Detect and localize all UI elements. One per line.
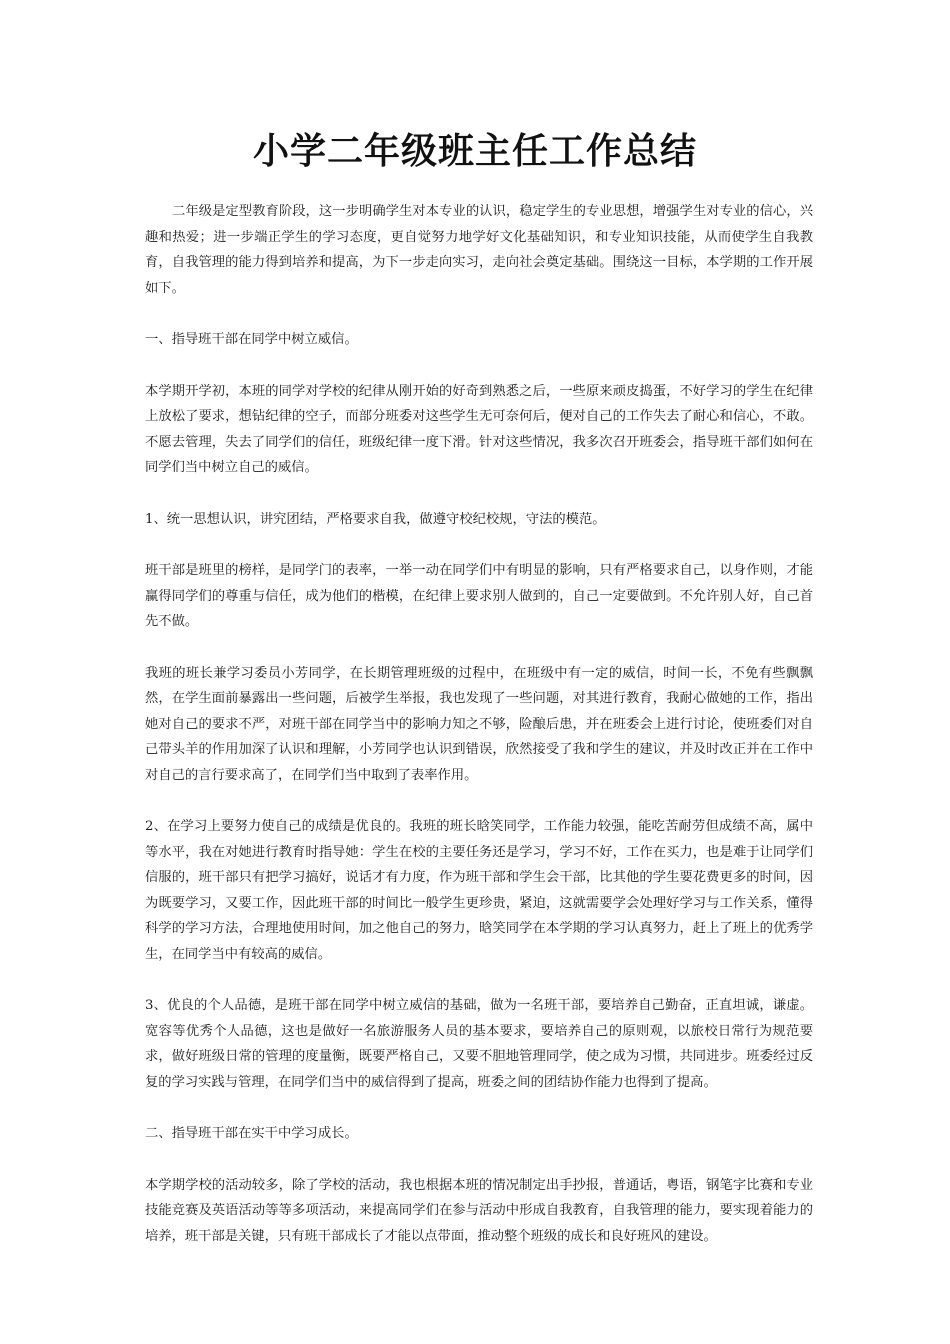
section-heading-2: 二、指导班干部在实干中学习成长。: [145, 1126, 358, 1141]
section-heading-1: 一、指导班干部在同学中树立威信。: [145, 332, 358, 347]
body-paragraph: 本学期开学初，本班的同学对学校的纪律从刚开始的好奇到熟悉之后，一些原来顽皮捣蛋，不好学习的学生在纪律上放松了要求，想钻纪律的空子，而部分班委对这些学生无可奈何后，便对自己的工作失去了耐心和信心，不敢。不愿去管理，失去了同学们的信任，班级纪律一度下滑。针对这些情况，我多次召开班委会，指导班干部们如何在同学们当中树立自己的威信。: [145, 383, 813, 475]
body-paragraph: 本学期学校的活动较多，除了学校的活动，我也根据本班的情况制定出手抄报，普通话，粤语，钢笔字比赛和专业技能竞赛及英语活动等等多项活动，来提高同学们在参与活动中形成自我教育，自我管理的能力，要实现着能力的培养，班干部是关键，只有班干部成长了才能以点带面，推动整个班级的成长和良好班风的建设。: [145, 1177, 813, 1244]
subsection-heading-1: 1、统一思想认识，讲究团结，严格要求自我，做遵守校纪校规，守法的模范。: [145, 511, 606, 527]
document-body: [145, 199, 813, 1275]
body-paragraph: 3、优良的个人品德，是班干部在同学中树立威信的基础，做为一名班干部，要培养自己勤奋，正直坦诚，谦虚。宽容等优秀个人品德，这也是做好一名旅游服务人员的基本要求，要培养自己的原则观，以旅校日常行为规范要求，做好班级日常的管理的度量衡，既要严格自己，又要不胆地管理同学，使之成为习惯，共同进步。班委经过反复的学习实践与管理，在同学们当中的威信得到了提高，班委之间的团结协作能力也得到了提高。: [145, 998, 813, 1090]
intro-paragraph: 二年级是定型教育阶段，这一步明确学生对本专业的认识，稳定学生的专业思想，增强学生对专业的信心，兴趣和热爱；进一步端正学生的学习态度，更自觉努力地学好文化基础知识，和专业知识技能，从而使学生自我教育，自我管理的能力得到培养和提高，为下一步走向实习，走向社会奠定基础。围绕这一目标，本学期的工作开展如下。: [145, 204, 813, 296]
body-paragraph: 2、在学习上要努力使自己的成绩是优良的。我班的班长晗笑同学，工作能力较强，能吃苦耐劳但成绩不高，属中等水平，我在对她进行教育时指导她：学生在校的主要任务还是学习，学习不好，工作在买力，也是难于让同学们信服的，班干部只有把学习搞好，说话才有力度，作为班干部和学生会干部，比其他的学生要花费更多的时间，因为既要学习，又要工作，因此班干部的时间比一般学生更珍贵，紧迫，这就需要学会处理好学习与工作关系，懂得科学的学习方法，合理地使用时间，加之他自己的努力，晗笑同学在本学期的学习认真努力，赶上了班上的优秀学生，在同学当中有较高的威信。: [145, 819, 813, 962]
document-title: 小学二年级班主任工作总结: [252, 131, 697, 172]
body-paragraph: 班干部是班里的榜样，是同学门的表率，一举一动在同学们中有明显的影响，只有严格要求自己，以身作则，才能赢得同学们的尊重与信任，成为他们的楷模，在纪律上要求别人做到的，自己一定要做到。不允许别人好，自己首先不做。: [145, 563, 813, 629]
body-paragraph: 我班的班长兼学习委员小芳同学，在长期管理班级的过程中，在班级中有一定的威信，时间一长，不免有些飘飘然，在学生面前暴露出一些问题，后被学生举报，我也发现了一些问题，对其进行教育，我耐心做她的工作，指出她对自己的要求不严，对班干部在同学当中的影响力知之不够，险酿后患，并在班委会上进行讨论，使班委们对自己带头羊的作用加深了认识和理解，小芳同学也认识到错误，欣然接受了我和学生的建议，并及时改正并在工作中对自己的言行要求高了，在同学们当中取到了表率作用。: [145, 665, 813, 783]
